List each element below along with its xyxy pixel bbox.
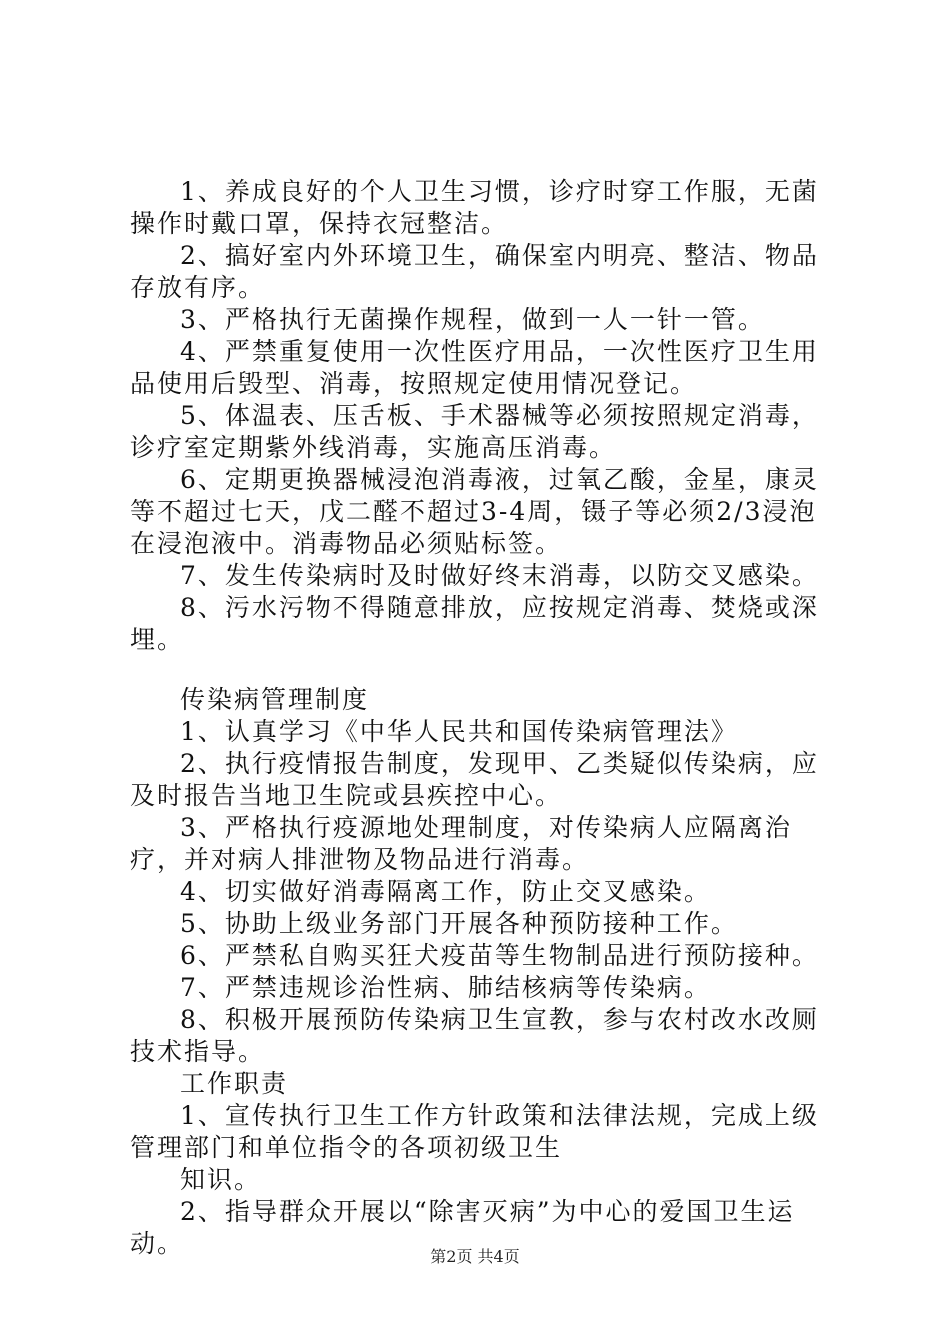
page-number: 第2页 共4页 xyxy=(430,1247,520,1266)
duties-item-2: 2、指导群众开展以“除害灭病”为中心的爱国卫生运动。 xyxy=(130,1197,795,1258)
infectious-item-8: 8、积极开展预防传染病卫生宣教，参与农村改水改厕技术指导。 xyxy=(130,1005,819,1066)
hygiene-item-4: 4、严禁重复使用一次性医疗用品，一次性医疗卫生用品使用后毁型、消毒，按照规定使用情况登记。 xyxy=(130,337,819,398)
infectious-item-4: 4、切实做好消毒隔离工作，防止交叉感染。 xyxy=(180,877,711,906)
hygiene-item-6: 6、定期更换器械浸泡消毒液，过氧乙酸，金星，康灵等不超过七天，戊二醛不超过3-4周，镊子等必须2/3浸泡在浸泡液中。消毒物品必须贴标签。 xyxy=(130,465,819,558)
hygiene-item-8: 8、污水污物不得随意排放，应按规定消毒、焚烧或深埋。 xyxy=(130,593,819,654)
duties-title: 工作职责 xyxy=(180,1069,289,1098)
duties-item-1: 1、宣传执行卫生工作方针政策和法律法规，完成上级管理部门和单位指令的各项初级卫生 xyxy=(130,1101,819,1162)
infectious-item-5: 5、协助上级业务部门开展各种预防接种工作。 xyxy=(180,909,738,938)
hygiene-item-2: 2、搞好室内外环境卫生，确保室内明亮、整洁、物品存放有序。 xyxy=(130,241,819,302)
infectious-item-3: 3、严格执行疫源地处理制度，对传染病人应隔离治疗，并对病人排泄物及物品进行消毒。 xyxy=(130,813,792,874)
hygiene-item-1: 1、养成良好的个人卫生习惯，诊疗时穿工作服，无菌操作时戴口罩，保持衣冠整洁。 xyxy=(130,177,819,238)
infectious-item-7: 7、严禁违规诊治性病、肺结核病等传染病。 xyxy=(180,973,711,1002)
hygiene-item-7: 7、发生传染病时及时做好终末消毒，以防交叉感染。 xyxy=(180,561,819,590)
infectious-item-2: 2、执行疫情报告制度，发现甲、乙类疑似传染病，应及时报告当地卫生院或县疾控中心。 xyxy=(130,749,819,810)
hygiene-item-3: 3、严格执行无菌操作规程，做到一人一针一管。 xyxy=(180,305,765,334)
duties-item-1-continued: 知识。 xyxy=(180,1165,262,1194)
hygiene-item-5: 5、体温表、压舌板、手术器械等必须按照规定消毒，诊疗室定期紫外线消毒，实施高压消毒。 xyxy=(130,401,819,462)
infectious-item-1: 1、认真学习《中华人民共和国传染病管理法》 xyxy=(180,717,738,746)
document-body xyxy=(130,176,830,1260)
infectious-title: 传染病管理制度 xyxy=(180,685,370,714)
infectious-item-6: 6、严禁私自购买狂犬疫苗等生物制品进行预防接种。 xyxy=(180,941,819,970)
section-gap xyxy=(130,656,830,684)
